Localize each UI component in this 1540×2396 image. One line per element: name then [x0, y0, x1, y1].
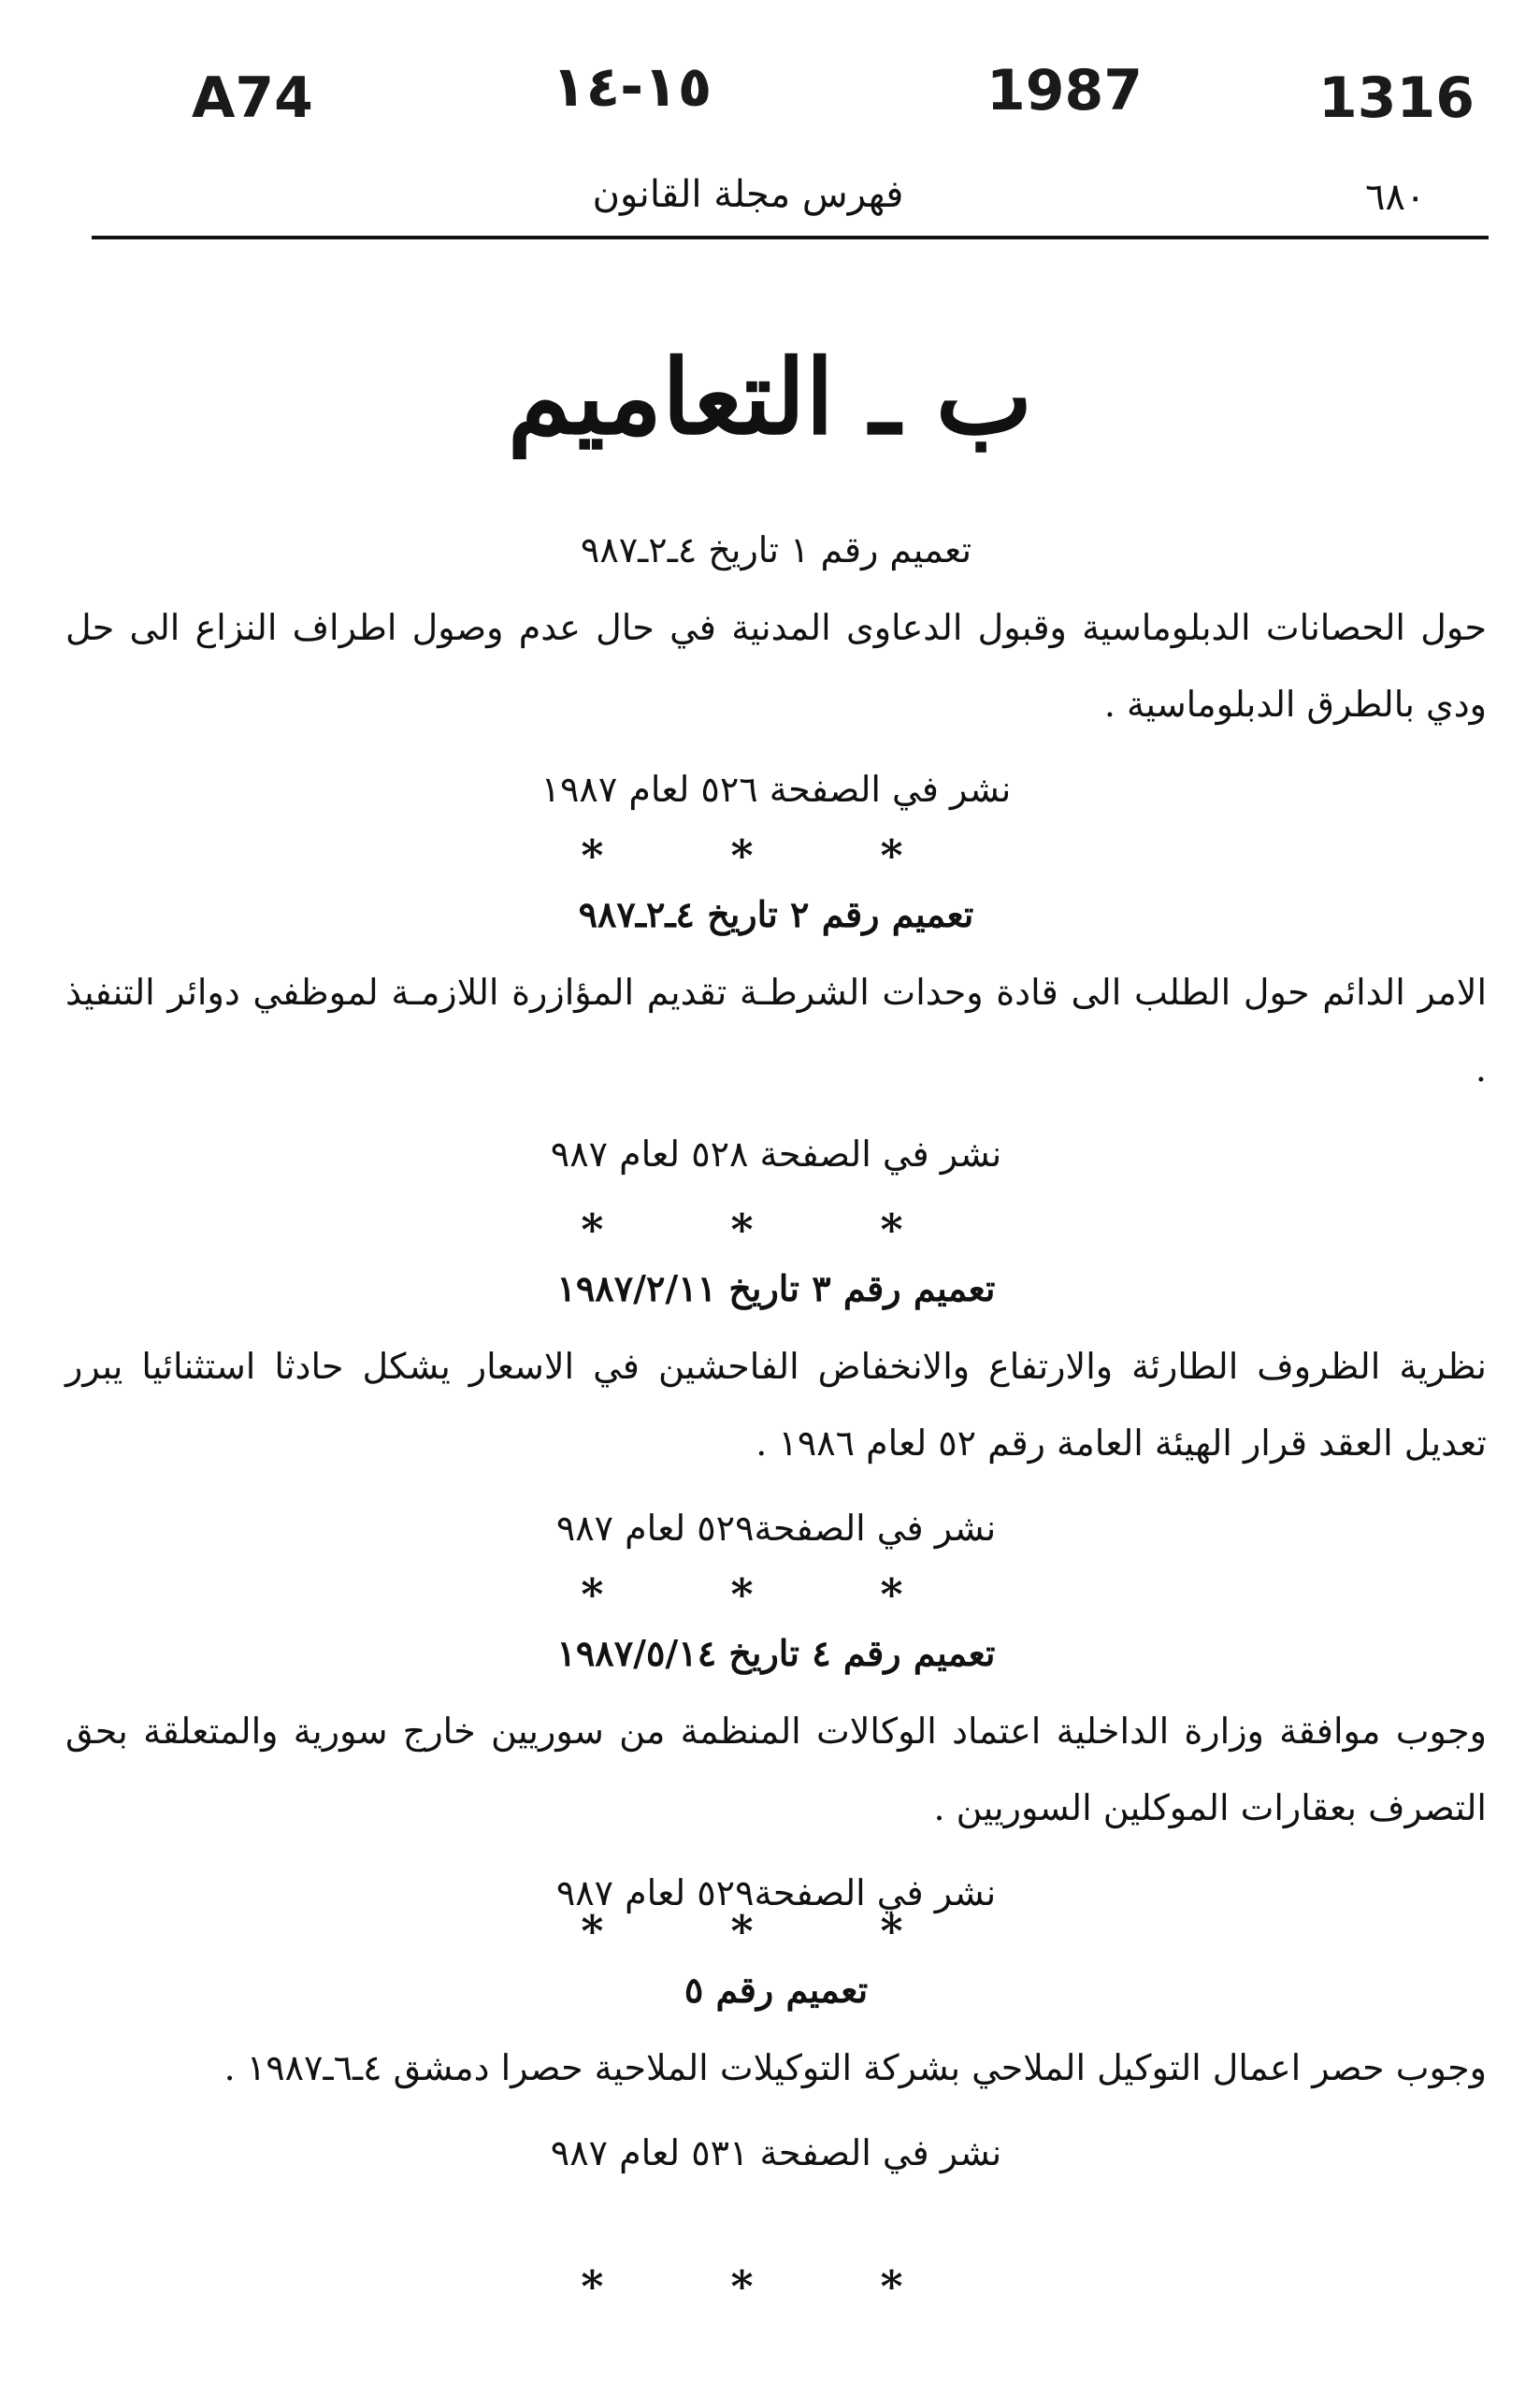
publication-note: نشر في الصفحة٥٢٩ لعام ٩٨٧ — [555, 1508, 997, 1549]
handwritten-reference-1: A74 — [192, 65, 313, 131]
circular-entry-3 — [65, 1263, 1487, 1556]
circular-heading: تعميم رقم ٣ تاريخ ١٩٨٧/٢/١١ — [556, 1267, 996, 1309]
circular-entry-5 — [65, 1964, 1487, 2181]
circular-body: الامر الدائم حول الطلب الى قادة وحدات الشرطـة تقديم المؤازرة اللازمـة لموظفي دوائر التنفيذ . — [65, 972, 1487, 1090]
publication-note: نشر في الصفحة٥٢٩ لعام ٩٨٧ — [555, 1872, 997, 1913]
running-header-title: فهرس مجلة القانون — [592, 173, 904, 216]
circular-body: حول الحصانات الدبلوماسية وقبول الدعاوى المدنية في حال عدم وصول اطراف النزاع الى حل ودي بالطرق الدبلوماسية . — [65, 607, 1487, 725]
publication-note: نشر في الصفحة ٥٢٨ لعام ٩٨٧ — [550, 1133, 1002, 1175]
circular-heading: تعميم رقم ٥ — [684, 1969, 869, 2011]
page-number: ٦٨٠ — [1365, 176, 1426, 219]
circular-entry-1 — [65, 524, 1487, 817]
circular-body: نظرية الظروف الطارئة والارتفاع والانخفاض الفاحشين في الاسعار يشكل حادثا استثنائيا يبرر تعديل العقد قرار الهيئة العامة رقم ٥٢ لعام ١٩٨٦ . — [65, 1346, 1487, 1464]
publication-note: نشر في الصفحة ٥٣١ لعام ٩٨٧ — [550, 2132, 1002, 2173]
publication-note: نشر في الصفحة ٥٢٦ لعام ١٩٨٧ — [540, 769, 1012, 810]
handwritten-year: 1987 — [986, 58, 1143, 123]
separator-stars: * * * — [581, 830, 959, 881]
circular-entry-4 — [65, 1627, 1487, 1921]
circular-heading: تعميم رقم ٤ تاريخ ١٩٨٧/٥/١٤ — [556, 1632, 996, 1674]
section-title: ب ـ التعاميم — [507, 337, 1033, 457]
separator-stars: * * * — [581, 1906, 959, 1956]
header-rule — [92, 236, 1489, 239]
separator-stars: * * * — [581, 1205, 959, 1255]
separator-stars: * * * — [581, 2261, 959, 2312]
handwritten-reference-2: ١٥-١٤ — [552, 54, 712, 120]
handwritten-number: 1316 — [1318, 65, 1475, 131]
circular-body: وجوب حصر اعمال التوكيل الملاحي بشركة التوكيلات الملاحية حصرا دمشق ٤ـ٦ـ١٩٨٧ . — [223, 2047, 1487, 2088]
circular-entry-2 — [65, 888, 1487, 1182]
circular-body: وجوب موافقة وزارة الداخلية اعتماد الوكالات المنظمة من سوريين خارج سورية والمتعلقة بحق التصرف بعقارات الموكلين السوريين . — [65, 1710, 1487, 1828]
circular-heading: تعميم رقم ٢ تاريخ ٤ـ٢ـ٩٨٧ — [578, 893, 974, 935]
circular-heading: تعميم رقم ١ تاريخ ٤ـ٢ـ٩٨٧ — [580, 529, 972, 570]
separator-stars: * * * — [581, 1569, 959, 1620]
